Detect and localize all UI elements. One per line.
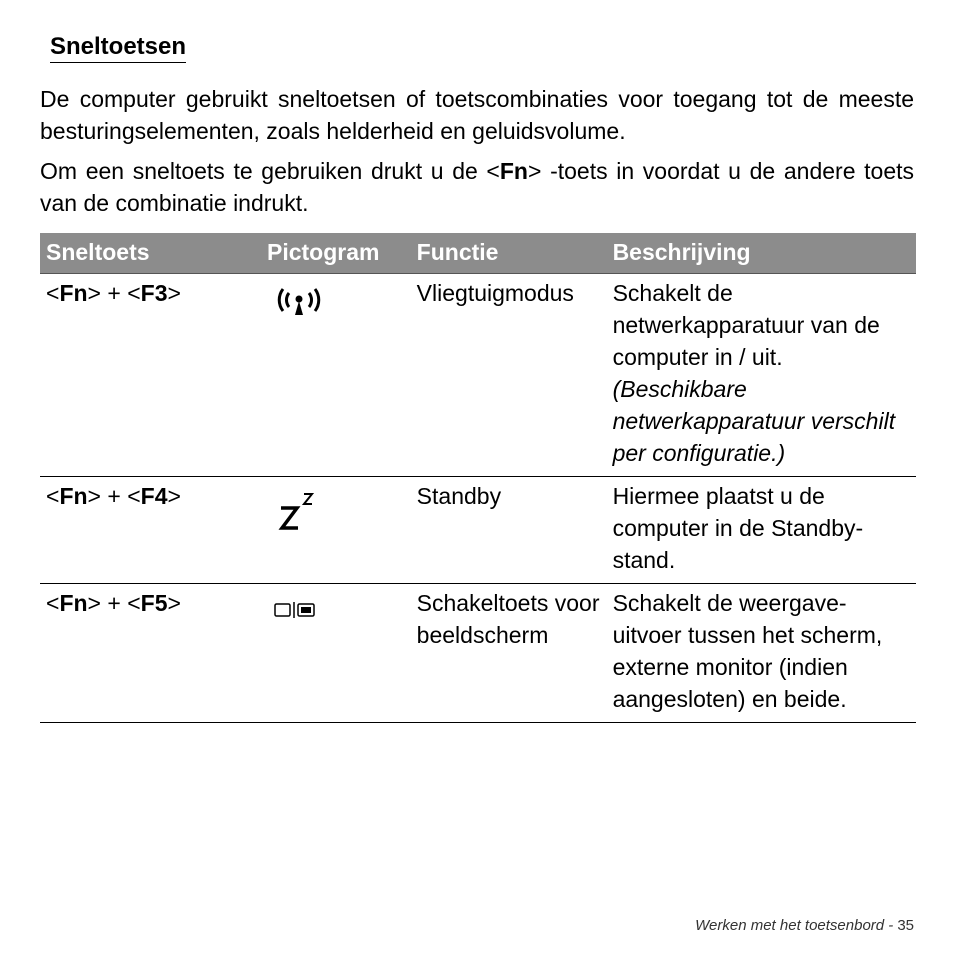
table-header-row	[40, 233, 916, 274]
key-name: F3	[140, 280, 168, 306]
description-text: Schakelt de netwerkapparatuur van de computer in / uit.	[612, 280, 880, 370]
instruction-key: Fn	[499, 158, 528, 184]
hotkey-cell: <Fn> + <F5>	[40, 584, 261, 723]
page-number: 35	[897, 917, 914, 934]
table-row	[40, 274, 916, 477]
instruction-paragraph	[40, 155, 914, 219]
header-beschrijving: Beschrijving	[607, 233, 916, 274]
description-cell	[607, 477, 916, 584]
footer-text: Werken met het toetsenbord -	[695, 917, 894, 934]
icon-cell	[261, 274, 411, 477]
icon-cell	[261, 477, 411, 584]
key-plus: +	[107, 280, 121, 306]
key-name: F4	[140, 483, 168, 509]
key-mod: Fn	[59, 280, 88, 306]
sleep-icon	[267, 480, 405, 540]
table-row	[40, 584, 916, 723]
hotkey-cell: <Fn> + <F3>	[40, 274, 261, 477]
function-cell: Standby	[411, 477, 607, 584]
table-row	[40, 477, 916, 584]
instruction-before: Om een sneltoets te gebruiken drukt u de <	[40, 158, 500, 184]
display-toggle-icon	[267, 587, 405, 629]
header-pictogram: Pictogram	[261, 233, 411, 274]
description-note: (Beschikbare netwerkapparatuur verschilt per configuratie.)	[612, 376, 896, 466]
key-name: F5	[140, 590, 168, 616]
description-cell	[607, 584, 916, 723]
page-heading: Sneltoetsen	[50, 32, 186, 63]
wireless-icon	[267, 277, 405, 327]
description-cell	[607, 274, 916, 477]
icon-cell	[261, 584, 411, 723]
header-functie: Functie	[411, 233, 607, 274]
description-text: Schakelt de weergave-uitvoer tussen het scherm, externe monitor (indien aangesloten) en beide.	[612, 590, 883, 712]
intro-paragraph: De computer gebruikt sneltoetsen of toetscombinaties voor toegang tot de meeste besturingselementen, zoals helderheid en geluidsvolume.	[40, 86, 914, 144]
page-footer	[695, 917, 914, 934]
key-plus: +	[107, 483, 121, 509]
function-cell: Vliegtuigmodus	[411, 274, 607, 477]
function-cell: Schakeltoets voor beeldscherm	[411, 584, 607, 723]
key-mod: Fn	[59, 483, 88, 509]
instruction-after: > -toets in voordat u de andere toets van de combinatie indrukt.	[40, 158, 914, 216]
hotkey-table	[40, 233, 916, 723]
header-sneltoets: Sneltoets	[40, 233, 261, 274]
hotkey-cell: <Fn> + <F4>	[40, 477, 261, 584]
description-text: Hiermee plaatst u de computer in de Standby-stand.	[612, 483, 864, 573]
key-mod: Fn	[59, 590, 88, 616]
key-plus: +	[107, 590, 121, 616]
